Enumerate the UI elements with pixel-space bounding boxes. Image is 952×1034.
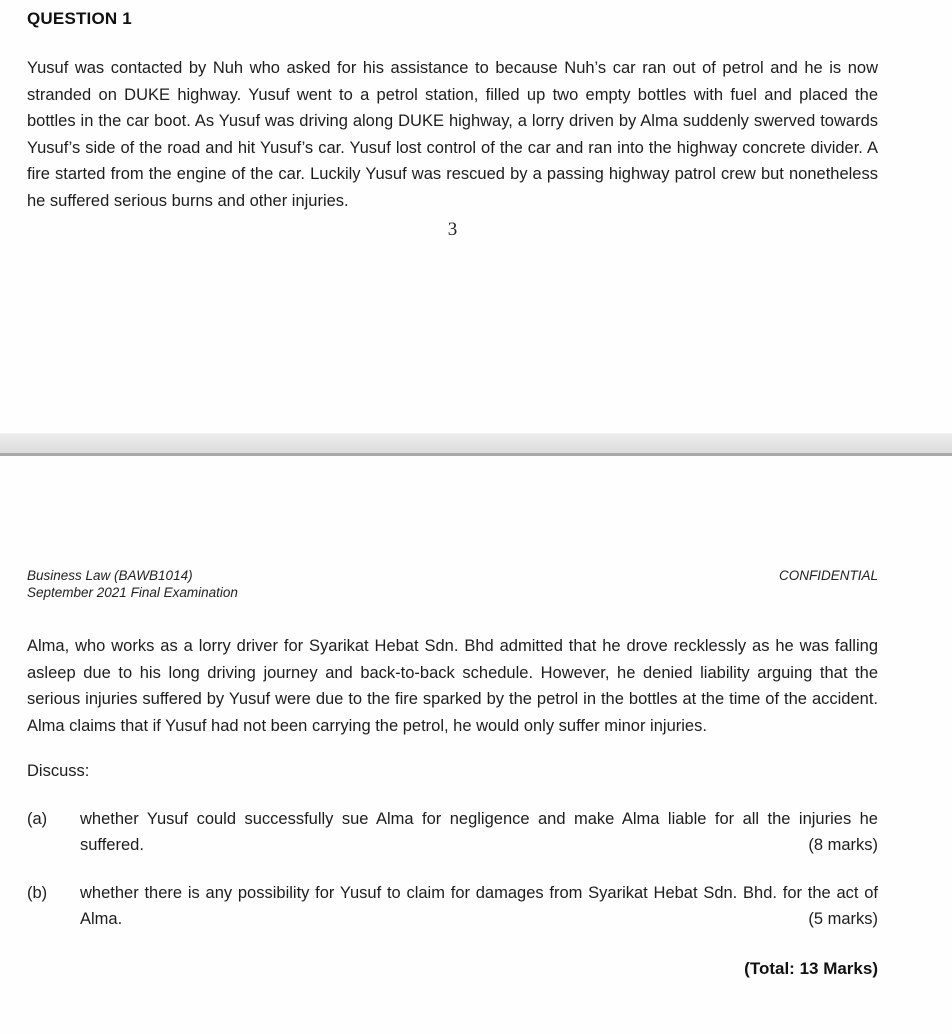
page-3-fragment <box>0 0 952 241</box>
part-a-text: whether Yusuf could successfully sue Alma for negligence and make Alma liable for all the injuries he suffered. <box>80 809 878 854</box>
part-b-marks: (5 marks) <box>808 910 878 928</box>
question-1-continuation-paragraph: Alma, who works as a lorry driver for Syarikat Hebat Sdn. Bhd admitted that he drove recklessly as he was falling asleep due to his long driving journey and back-to-back schedule. However, he denied liability arguing that the serious injuries suffered by Yusuf were due to the fire sparked by the petrol in the bottles at the time of the accident. Alma claims that if Yusuf had not been carrying the petrol, he would only suffer minor injuries. <box>27 637 878 735</box>
question-1-scenario-paragraph: Yusuf was contacted by Nuh who asked for his assistance to because Nuh’s car ran out of petrol and he is now stranded on DUKE highway. Yusuf went to a petrol station, filled up two empty bottles with fuel and placed the bottles in the car boot. As Yusuf was driving along DUKE highway, a lorry driven by Alma suddenly swerved towards Yusuf’s side of the road and hit Yusuf’s car. Yusuf lost control of the car and ran into the highway concrete divider. A fire started from the engine of the car. Luckily Yusuf was rescued by a passing highway patrol crew but nonetheless he suffered serious burns and other injuries. <box>27 59 878 210</box>
part-a-body <box>80 806 878 859</box>
question-part-b <box>27 880 878 933</box>
page-number: 3 <box>447 219 458 240</box>
total-marks-label: (Total: 13 Marks) <box>744 958 878 978</box>
part-b-body <box>80 880 878 933</box>
page-break-divider <box>0 433 952 456</box>
exam-header-left <box>27 567 238 601</box>
part-a-marks: (8 marks) <box>808 836 878 854</box>
confidential-label: CONFIDENTIAL <box>778 568 878 583</box>
part-b-text: whether there is any possibility for Yusuf to claim for damages from Syarikat Hebat Sdn. Bhd. for the act of Alma. <box>80 883 878 928</box>
course-code-label: Business Law (BAWB1014) <box>27 568 193 583</box>
part-a-label: (a) <box>27 809 48 828</box>
part-b-label: (b) <box>27 883 48 902</box>
exam-header <box>27 567 878 601</box>
exam-session-label: September 2021 Final Examination <box>27 585 238 600</box>
discuss-label: Discuss: <box>27 762 90 780</box>
question-1-heading: QUESTION 1 <box>27 9 132 28</box>
page-4-fragment <box>0 567 952 979</box>
question-part-a <box>27 806 878 859</box>
